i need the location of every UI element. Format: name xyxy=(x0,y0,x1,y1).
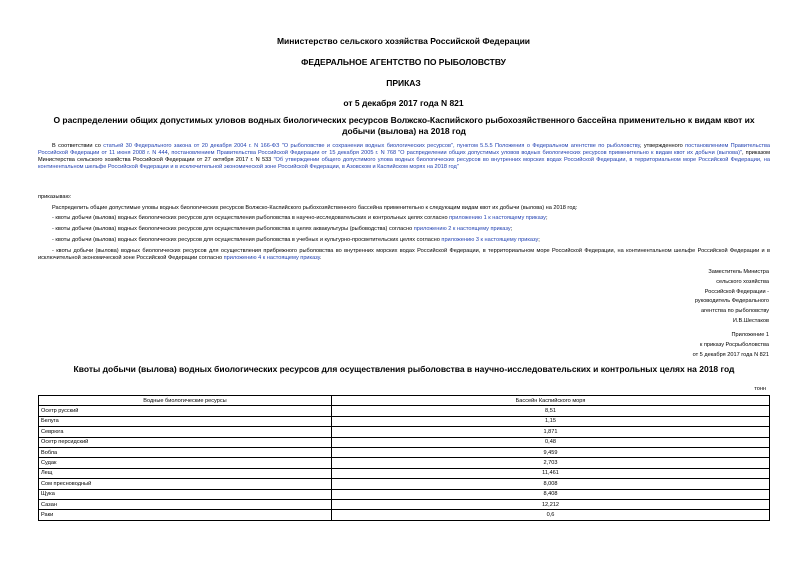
table-row xyxy=(39,416,770,426)
quota-cell: 8,008 xyxy=(332,479,770,489)
column-header-resources: Водные биологические ресурсы xyxy=(39,396,332,406)
link-federal-law[interactable]: статьей 30 Федерального закона от 20 декабря 2004 г. N 166-ФЗ "О рыболовстве и сохранении водных биологических ресурсов", пунктом 5.5.5 Положения о Федеральном агентстве по рыболовству xyxy=(103,143,640,149)
distribute-paragraph: Распределить общие допустимые уловы водных биологических ресурсов Волжско-Каспийского рыбохозяйственного бассейна применительно к следующим видам квот их добычи (вылова) на 2018 год: xyxy=(52,205,578,211)
list-item xyxy=(38,237,770,244)
preamble-text-3: , xyxy=(167,150,172,156)
table-row xyxy=(39,489,770,499)
species-cell: Судак xyxy=(39,458,332,468)
link-government-decree-768[interactable]: постановлением Правительства Российской Федерации от 15 декабря 2005 г. N 768 "О распределении общих допустимых уловов водных биологических ресурсов применительно к видам квот их добычи (вылова)" xyxy=(171,150,742,156)
appendix-title: Квоты добычи (вылова) водных биологических ресурсов для осуществления рыболовства в научно-исследовательских и контрольных целях на 2018 год xyxy=(73,364,735,374)
signer-name: И.В.Шестаков xyxy=(732,317,769,324)
quota-cell: 12,212 xyxy=(332,499,770,509)
table-row xyxy=(39,437,770,447)
quota-cell: 0,48 xyxy=(332,437,770,447)
preamble-text-4: , приказом Министерства сельского хозяйства Российской Федерации от 27 октября 2017 г. N 533 xyxy=(38,150,771,163)
signature-line: Заместитель Министра xyxy=(708,269,769,275)
quota-cell: 0,6 xyxy=(332,510,770,520)
table-row xyxy=(39,510,770,520)
appendix-date: от 5 декабря 2017 года N 821 xyxy=(692,351,769,358)
signature-line: Российской Федерации - xyxy=(704,288,769,295)
quota-cell: 1,15 xyxy=(332,416,770,426)
link-ministry-order-533[interactable]: "Об утверждении общего допустимого улова водных биологических ресурсов во внутренних морских водах Российской Федерации, в территориальном море Российской Федерации, на континентальном шельфе Российской Федерации и в исключительной экономической зоне Российской Федерации, в Азовском и Каспийском морях на 2018 год" xyxy=(38,157,770,170)
signature-line: агентства по рыболовству xyxy=(700,308,769,315)
species-cell: Осетр русский xyxy=(39,406,332,416)
list-item xyxy=(38,215,770,222)
list-item-end: ; xyxy=(538,237,540,243)
species-cell: Осетр персидский xyxy=(39,437,332,447)
species-cell: Вобла xyxy=(39,447,332,457)
species-cell: Сом пресноводный xyxy=(39,479,332,489)
species-cell: Белуга xyxy=(39,416,332,426)
quota-cell: 2,703 xyxy=(332,458,770,468)
doc-date-number: от 5 декабря 2017 года N 821 xyxy=(343,98,464,108)
preamble-paragraph xyxy=(38,143,770,171)
quota-cell: 8,408 xyxy=(332,489,770,499)
species-cell: Сазан xyxy=(39,499,332,509)
appendix-header xyxy=(693,331,769,360)
list-item xyxy=(38,226,770,233)
link-government-decree-444[interactable]: постановлением Правительства Российской Федерации от 11 июня 2008 г. N 444 xyxy=(38,143,770,156)
quota-cell: 1,871 xyxy=(332,427,770,437)
species-cell: Щука xyxy=(39,489,332,499)
table-row xyxy=(39,427,770,437)
species-cell: Раки xyxy=(39,510,332,520)
column-header-basin: Бассейн Каспийского моря xyxy=(332,396,770,406)
list-item-end: ; xyxy=(510,226,513,232)
species-cell: Севрюга xyxy=(39,427,332,437)
list-item-end: . xyxy=(319,255,322,261)
quota-cell: 8,51 xyxy=(332,406,770,416)
species-cell: Лещ xyxy=(39,468,332,478)
doc-type-heading: ПРИКАЗ xyxy=(386,78,421,88)
link-appendix-3[interactable]: приложению 3 к настоящему приказу xyxy=(441,237,539,243)
table-row xyxy=(39,468,770,478)
ministry-heading: Министерство сельского хозяйства Российской Федерации xyxy=(276,36,531,46)
list-item-text: - квоты добычи (вылова) водных биологических ресурсов для осуществления рыболовства в учебных и культурно-просветительских целях согласно xyxy=(52,237,442,243)
link-appendix-2[interactable]: приложению 2 к настоящему приказу xyxy=(413,226,511,232)
table-row xyxy=(39,447,770,457)
appendix-ref: к приказу Росрыболовства xyxy=(699,341,769,348)
list-item-text: - квоты добычи (вылова) водных биологических ресурсов для осуществления рыболовства в целях аквакультуры (рыбоводства) согласно xyxy=(52,226,414,232)
preamble-text-1: В соответствии со xyxy=(52,143,104,149)
quota-cell: 9,459 xyxy=(332,447,770,457)
table-row xyxy=(39,479,770,489)
list-item-text: - квоты добычи (вылова) водных биологических ресурсов для осуществления рыболовства в научно-исследовательских и контрольных целях согласно xyxy=(52,215,450,221)
signature-line: руководитель Федерального xyxy=(694,298,769,305)
table-row xyxy=(39,499,770,509)
quota-table xyxy=(38,395,770,521)
table-header-row xyxy=(39,396,770,406)
unit-label: тонн xyxy=(754,386,766,392)
doc-title: О распределении общих допустимых уловов водных биологических ресурсов Волжско-Каспийского рыбохозяйственного бассейна применительно к видам квот их добычи (вылова) на 2018 год xyxy=(53,115,755,136)
list-item xyxy=(38,248,770,262)
appendix-label: Приложение 1 xyxy=(731,332,769,338)
list-item-end: ; xyxy=(545,215,548,221)
table-row xyxy=(39,406,770,416)
preamble-text-2: , утвержденного xyxy=(639,143,686,149)
table-row xyxy=(39,458,770,468)
signature-block xyxy=(695,268,769,327)
agency-heading: ФЕДЕРАЛЬНОЕ АГЕНТСТВО ПО РЫБОЛОВСТВУ xyxy=(301,57,506,67)
link-appendix-1[interactable]: приложению 1 к настоящему приказу xyxy=(449,215,546,221)
link-appendix-4[interactable]: приложению 4 к настоящему приказу xyxy=(223,255,320,261)
order-word: приказываю: xyxy=(38,194,72,200)
quota-cell: 11,461 xyxy=(332,468,770,478)
signature-line: сельского хозяйства xyxy=(716,278,769,285)
list-item-text: - квоты добычи (вылова) водных биологических ресурсов для осуществления прибрежного рыболовства во внутренних морских водах Российской Федерации, в территориальном море Российской Федерации, на континентальном шельфе Российской Федерации и в исключительной экономической зоне Российской Федерации согласно xyxy=(38,248,770,261)
